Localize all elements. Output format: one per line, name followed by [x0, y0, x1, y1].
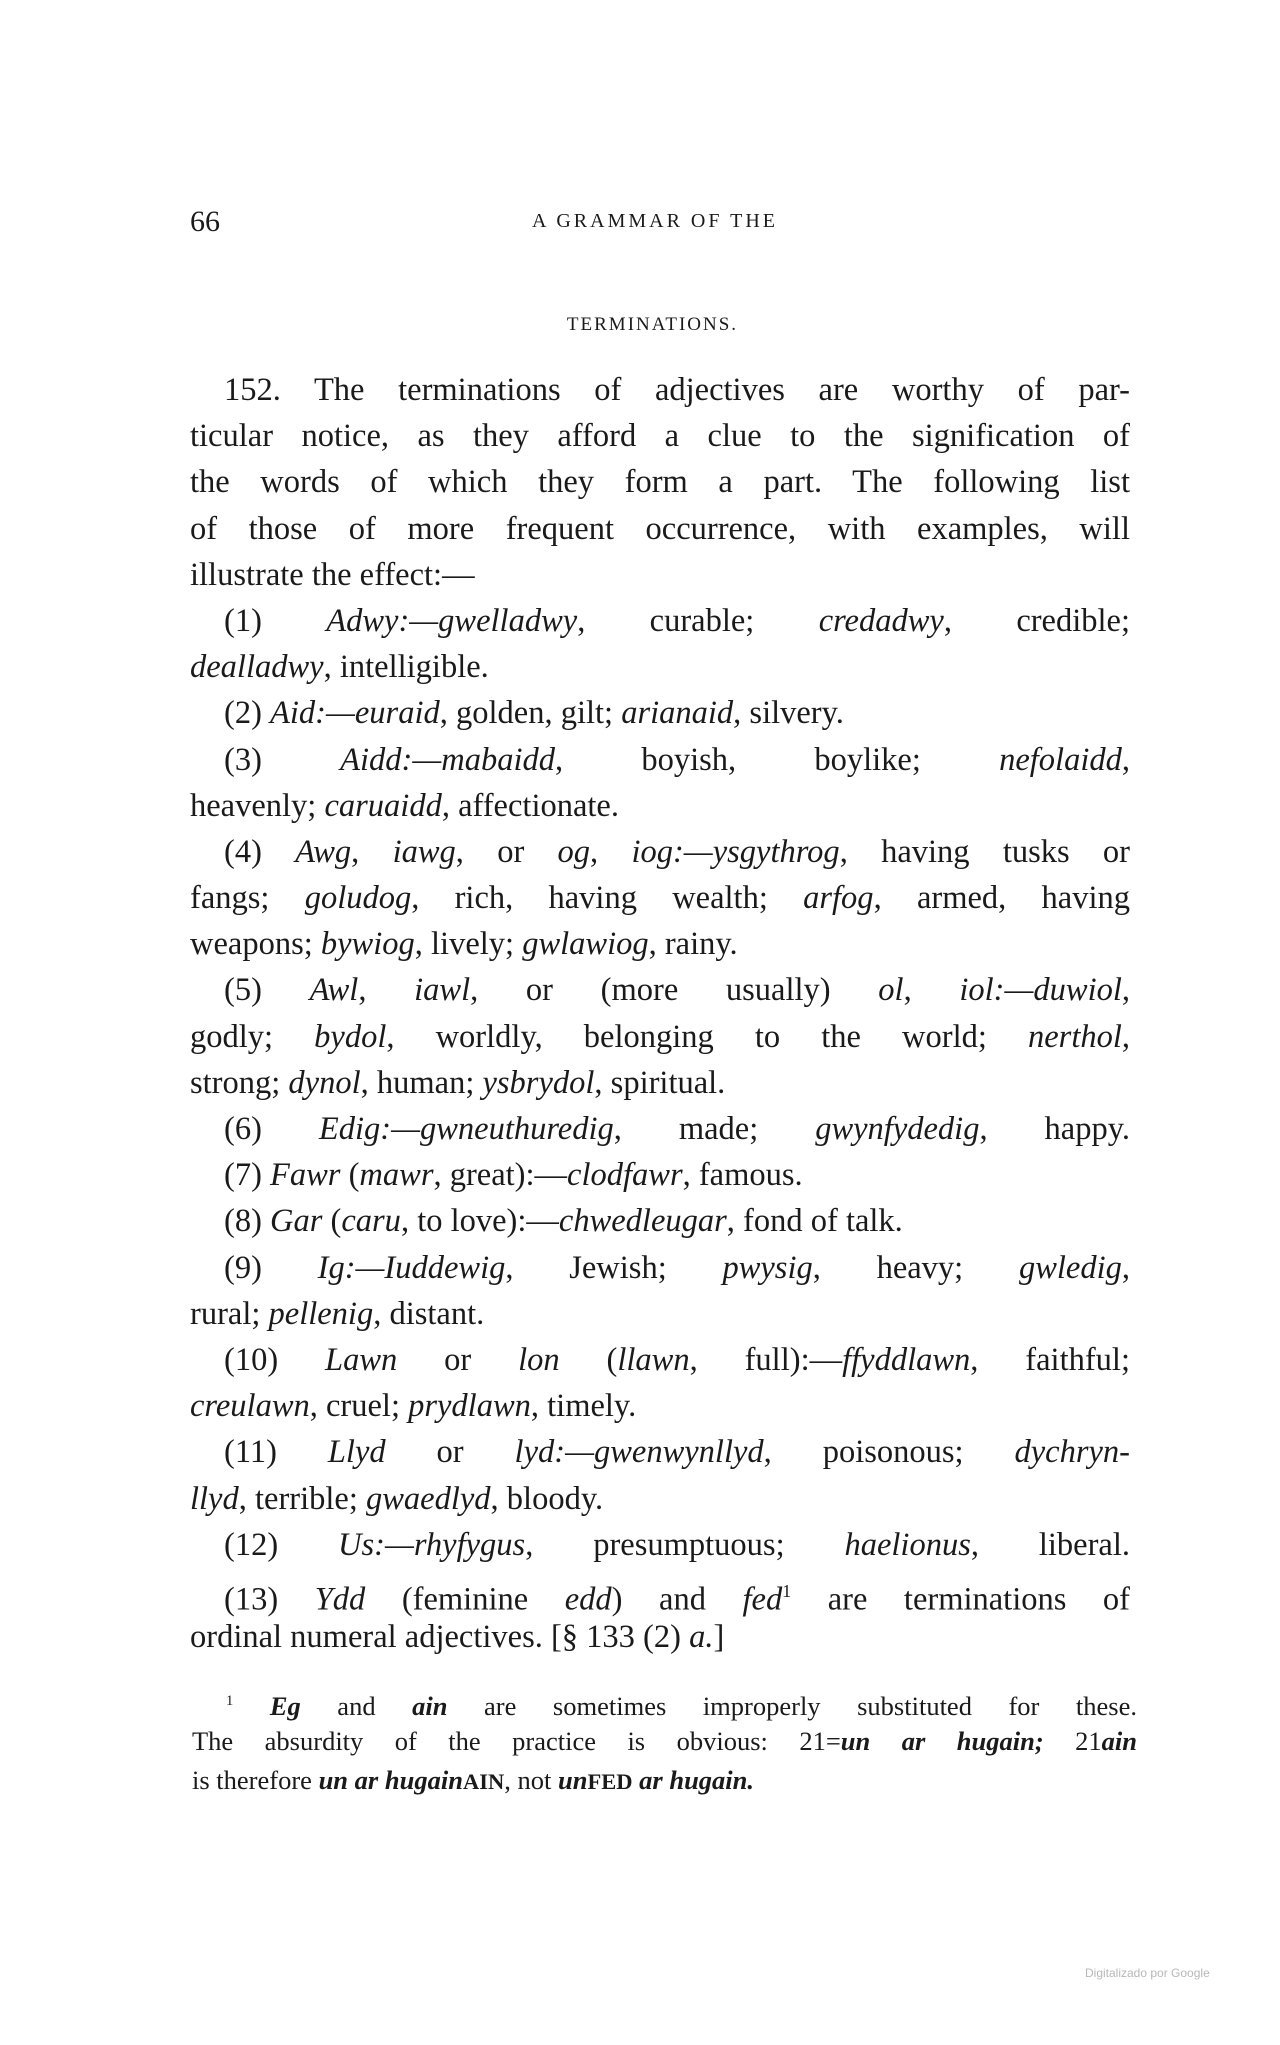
- text-segment: , armed, having: [873, 880, 1130, 917]
- text-line: [190, 783, 1130, 829]
- text-segment: , intelligible.: [323, 649, 489, 686]
- text-segment: llyd: [190, 1480, 239, 1517]
- text-segment: Ig:—Iuddewig: [317, 1249, 506, 1286]
- text-segment: ffyddlawn: [842, 1341, 971, 1378]
- text-line: [190, 1522, 1130, 1568]
- running-title: A GRAMMAR OF THE: [532, 210, 778, 232]
- text-segment: ticular notice, as they afford a clue to the signification of: [190, 418, 1130, 455]
- text-segment: ]: [713, 1619, 725, 1656]
- text-line: [190, 690, 1130, 736]
- text-line: [190, 1614, 1130, 1660]
- text-segment: pwysig: [722, 1249, 813, 1286]
- text-segment: clodfawr: [567, 1157, 683, 1194]
- footnote-line: [192, 1722, 1137, 1762]
- text-line: [190, 1337, 1130, 1383]
- text-segment: iol:—duwiol: [959, 972, 1122, 1009]
- text-line: [190, 367, 1130, 413]
- text-segment: , faithful;: [970, 1341, 1130, 1378]
- section-title: TERMINATIONS.: [566, 314, 739, 335]
- text-segment: ,: [351, 833, 393, 870]
- text-segment: Edig:—gwneuthuredig: [318, 1111, 614, 1147]
- text-segment: gwledig: [1018, 1249, 1122, 1286]
- text-segment: (12): [224, 1526, 339, 1563]
- text-line: [190, 921, 1130, 967]
- text-segment: , presumptuous;: [525, 1526, 845, 1563]
- text-segment: lon: [518, 1341, 560, 1378]
- text-segment: of those of more frequent occurrence, with examples, will: [190, 510, 1130, 547]
- text-line: [190, 1152, 1130, 1198]
- text-segment: , Jewish;: [505, 1249, 723, 1286]
- text-segment: , curable;: [577, 602, 819, 639]
- text-segment: , human;: [360, 1064, 483, 1101]
- text-line: [190, 829, 1130, 875]
- text-segment: edd: [564, 1581, 612, 1618]
- text-segment: gwlawiog: [522, 926, 649, 963]
- text-segment: haelionus: [844, 1526, 971, 1563]
- text-segment: nerthol: [1028, 1018, 1122, 1055]
- text-segment: gwynfydedig: [815, 1111, 980, 1147]
- footnote-line: [192, 1761, 1137, 1801]
- text-segment: Eg: [269, 1691, 301, 1722]
- text-segment: or: [397, 1341, 519, 1378]
- text-line: [190, 552, 1130, 598]
- text-segment: ) and: [611, 1581, 743, 1618]
- text-segment: gwaedlyd: [365, 1480, 491, 1517]
- text-line: [190, 1383, 1130, 1429]
- text-segment: , to love):—: [400, 1203, 559, 1240]
- text-segment: weapons;: [190, 926, 321, 963]
- text-segment: (: [340, 1157, 360, 1194]
- text-segment: , rich, having wealth;: [411, 880, 804, 917]
- text-segment: FED: [587, 1769, 633, 1794]
- text-line: [190, 875, 1130, 921]
- text-segment: , spiritual.: [594, 1064, 726, 1101]
- text-segment: (1): [224, 602, 327, 639]
- text-line: [190, 1476, 1130, 1522]
- text-segment: chwedleugar: [558, 1203, 727, 1240]
- text-line: [190, 1060, 1130, 1106]
- text-segment: (11): [224, 1434, 328, 1471]
- text-segment: arfog: [803, 880, 874, 917]
- text-segment: , liberal.: [970, 1526, 1130, 1563]
- text-segment: , poisonous;: [763, 1434, 1015, 1471]
- text-segment: Awl: [309, 972, 359, 1009]
- text-segment: , terrible;: [238, 1480, 366, 1517]
- text-segment: are sometimes improperly substituted for these.: [447, 1691, 1138, 1722]
- text-line: [190, 413, 1130, 459]
- text-segment: AIN: [462, 1769, 505, 1794]
- text-segment: , full):—: [689, 1341, 843, 1378]
- text-segment: , great):—: [433, 1157, 568, 1194]
- text-segment: 21: [1043, 1725, 1102, 1756]
- text-segment: fangs;: [190, 880, 305, 917]
- text-segment: lyd:—gwenwynllyd: [514, 1434, 764, 1471]
- text-segment: llawn: [617, 1341, 690, 1378]
- text-segment: ain: [1101, 1725, 1137, 1756]
- footnote-marker: 1: [782, 1580, 792, 1601]
- text-segment: (3): [224, 741, 341, 778]
- text-segment: un: [557, 1765, 588, 1795]
- text-segment: og: [557, 833, 591, 870]
- text-segment: godly;: [190, 1018, 315, 1055]
- text-line: [190, 967, 1130, 1013]
- text-segment: fed: [742, 1581, 783, 1618]
- text-segment: (10): [224, 1341, 326, 1378]
- text-segment: Ydd: [314, 1581, 366, 1618]
- text-line: [190, 1429, 1130, 1475]
- text-segment: Fawr: [270, 1157, 341, 1194]
- text-segment: , lively;: [414, 926, 523, 963]
- text-segment: nefolaidd: [999, 741, 1122, 778]
- text-segment: bydol: [314, 1018, 387, 1055]
- text-segment: ,: [590, 833, 632, 870]
- text-segment: (13): [224, 1581, 315, 1618]
- text-segment: , affectionate.: [441, 787, 619, 824]
- text-segment: (6): [224, 1111, 319, 1147]
- text-segment: ,: [1121, 972, 1131, 1009]
- text-segment: (: [559, 1341, 618, 1378]
- text-segment: dynol: [288, 1064, 361, 1101]
- text-segment: , credible;: [943, 602, 1130, 639]
- footnote: [192, 1682, 1137, 1801]
- text-segment: are terminations of: [791, 1581, 1131, 1618]
- text-segment: un ar hugain: [318, 1765, 463, 1795]
- text-segment: ar hugain.: [639, 1765, 755, 1795]
- text-segment: , having tusks or: [839, 833, 1130, 870]
- text-segment: strong;: [190, 1064, 289, 1101]
- text-segment: (5): [224, 972, 310, 1009]
- text-segment: rural;: [190, 1295, 269, 1332]
- body-text: [190, 367, 1130, 1660]
- text-segment: Awg: [295, 833, 352, 870]
- text-segment: , golden, gilt;: [439, 695, 622, 732]
- page-number: 66: [190, 205, 220, 238]
- text-segment: creulawn: [190, 1388, 310, 1425]
- text-segment: , or: [455, 833, 558, 870]
- text-segment: , boyish, boylike;: [554, 741, 1000, 778]
- text-segment: (7): [224, 1157, 271, 1194]
- text-segment: prydlawn: [408, 1388, 531, 1425]
- text-segment: ol: [878, 972, 904, 1009]
- text-segment: bywiog: [320, 926, 415, 963]
- text-segment: (: [322, 1203, 342, 1240]
- text-segment: or: [385, 1434, 515, 1471]
- text-segment: , made;: [613, 1111, 816, 1147]
- text-segment: iawg: [392, 833, 456, 870]
- text-segment: , bloody.: [490, 1480, 604, 1517]
- text-segment: (4): [224, 833, 296, 870]
- text-segment: ordinal numeral adjectives. [§ 133 (2): [190, 1619, 690, 1656]
- text-segment: ,: [903, 972, 960, 1009]
- text-segment: Us:—rhyfygus: [338, 1526, 526, 1563]
- text-segment: , not: [504, 1765, 558, 1795]
- text-segment: un ar hugain;: [840, 1725, 1044, 1756]
- text-segment: , rainy.: [648, 926, 738, 963]
- text-line: [190, 1291, 1130, 1337]
- footnote-line: [192, 1682, 1137, 1722]
- text-segment: the words of which they form a part. The following list: [190, 464, 1130, 501]
- watermark: Digitalizado por Google: [1085, 1966, 1210, 1980]
- text-segment: Aid:—euraid: [270, 695, 440, 732]
- text-line: [190, 459, 1130, 505]
- text-segment: ,: [1121, 1249, 1130, 1286]
- text-segment: caruaidd: [324, 787, 442, 824]
- text-segment: [233, 1691, 270, 1721]
- text-segment: Lawn: [325, 1341, 398, 1378]
- text-line: [190, 1014, 1130, 1060]
- text-segment: , or (more usually): [470, 972, 879, 1009]
- text-line: [190, 1568, 1131, 1618]
- text-segment: Aidd:—mabaidd: [340, 741, 555, 778]
- text-segment: , silvery.: [733, 695, 844, 732]
- text-segment: dychryn-: [1014, 1434, 1130, 1471]
- text-segment: mawr: [359, 1157, 434, 1194]
- text-segment: Gar: [270, 1203, 323, 1240]
- text-line: [190, 506, 1130, 552]
- text-segment: goludog: [304, 880, 412, 917]
- text-segment: pellenig: [268, 1295, 374, 1332]
- text-segment: , happy.: [979, 1111, 1130, 1147]
- text-segment: , worldly, belonging to the world;: [386, 1018, 1028, 1055]
- text-segment: dealladwy: [190, 649, 324, 686]
- text-segment: , famous.: [682, 1157, 803, 1194]
- text-segment: arianaid: [621, 695, 734, 732]
- text-segment: (feminine: [365, 1581, 565, 1618]
- footnote-marker: 1: [226, 1693, 234, 1709]
- text-segment: iog:—ysgythrog: [631, 833, 840, 870]
- text-segment: Adwy:—gwelladwy: [326, 602, 578, 639]
- text-line: [190, 1245, 1130, 1291]
- text-segment: The absurdity of the practice is obvious: 21=: [192, 1725, 841, 1756]
- text-segment: and: [300, 1691, 413, 1722]
- text-segment: (2): [224, 695, 271, 732]
- text-segment: , cruel;: [309, 1388, 409, 1425]
- text-segment: , distant.: [373, 1295, 485, 1332]
- text-line: [190, 598, 1130, 644]
- text-segment: is therefore: [192, 1765, 319, 1795]
- text-line: [190, 1106, 1130, 1152]
- text-segment: credadwy: [818, 602, 944, 639]
- text-line: [190, 737, 1130, 783]
- text-segment: , timely.: [530, 1388, 637, 1425]
- text-segment: ain: [412, 1691, 448, 1722]
- text-line: [190, 1198, 1130, 1244]
- text-segment: illustrate the effect:—: [190, 556, 475, 593]
- text-segment: caru: [341, 1203, 401, 1240]
- text-segment: heavenly;: [190, 787, 325, 824]
- text-segment: (9): [224, 1249, 318, 1286]
- text-segment: ,: [1121, 741, 1130, 778]
- text-segment: (8): [224, 1203, 271, 1240]
- text-segment: , heavy;: [812, 1249, 1019, 1286]
- text-segment: Llyd: [327, 1434, 386, 1471]
- text-segment: ,: [1121, 1018, 1131, 1055]
- text-segment: a.: [689, 1619, 714, 1656]
- text-segment: iawl: [414, 972, 471, 1009]
- text-segment: ysbrydol: [482, 1064, 595, 1101]
- text-segment: ,: [358, 972, 415, 1009]
- text-segment: 152. The terminations of adjectives are worthy of par-: [224, 372, 1130, 408]
- text-segment: , fond of talk.: [726, 1203, 903, 1240]
- text-line: [190, 644, 1130, 690]
